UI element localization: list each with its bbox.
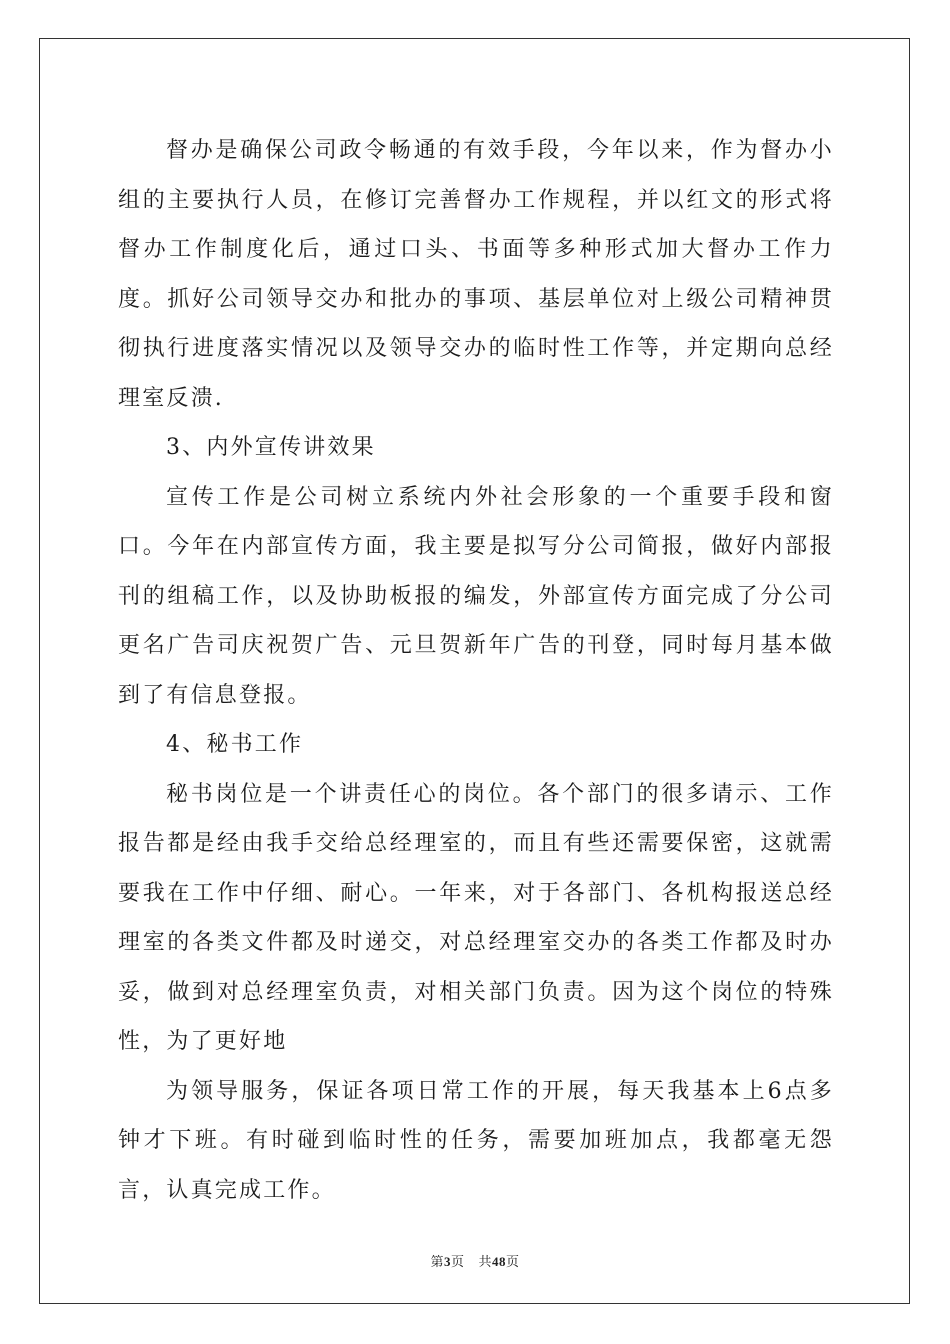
page-suffix: 页 (450, 1254, 465, 1269)
page-footer (0, 1251, 950, 1270)
document-body (118, 126, 834, 1215)
page-prefix: 第 (430, 1254, 444, 1269)
total-suffix: 页 (506, 1254, 520, 1269)
total-prefix: 共 (478, 1254, 493, 1269)
page-number: 3 (443, 1254, 451, 1269)
paragraph-publicity: 宣传工作是公司树立系统内外社会形象的一个重要手段和窗口。今年在内部宣传方面，我主要是拟写分公司简报，做好内部报刊的组稿工作，以及协助板报的编发，外部宣传方面完成了分公司更名广告司庆祝贺广告、元旦贺新年广告的刊登，同时每月基本做到了有信息登报。 (118, 484, 834, 708)
paragraph-supervision: 督办是确保公司政令畅通的有效手段，今年以来，作为督办小组的主要执行人员，在修订完善督办工作规程，并以红文的形式将督办工作制度化后，通过口头、书面等多种形式加大督办工作力度。抓好公司领导交办和批办的事项、基层单位对上级公司精神贯彻执行进度落实情况以及领导交办的临时性工作等，并定期向总经理室反溃. (118, 138, 834, 411)
heading-publicity: 3、内外宣传讲效果 (166, 435, 376, 460)
paragraph-secretary: 秘书岗位是一个讲责任心的岗位。各个部门的很多请示、工作报告都是经由我手交给总经理室的，而且有些还需要保密，这就需要我在工作中仔细、耐心。一年来，对于各部门、各机构报送总经理室的各类文件都及时递交，对总经理室交办的各类工作都及时办妥，做到对总经理室负责，对相关部门负责。因为这个岗位的特殊性，为了更好地 (118, 781, 834, 1054)
heading-secretary: 4、秘书工作 (166, 732, 304, 757)
total-pages: 48 (492, 1254, 507, 1269)
paragraph-service: 为领导服务，保证各项日常工作的开展，每天我基本上6点多钟才下班。有时碰到临时性的任务，需要加班加点，我都毫无怨言，认真完成工作。 (118, 1078, 834, 1203)
